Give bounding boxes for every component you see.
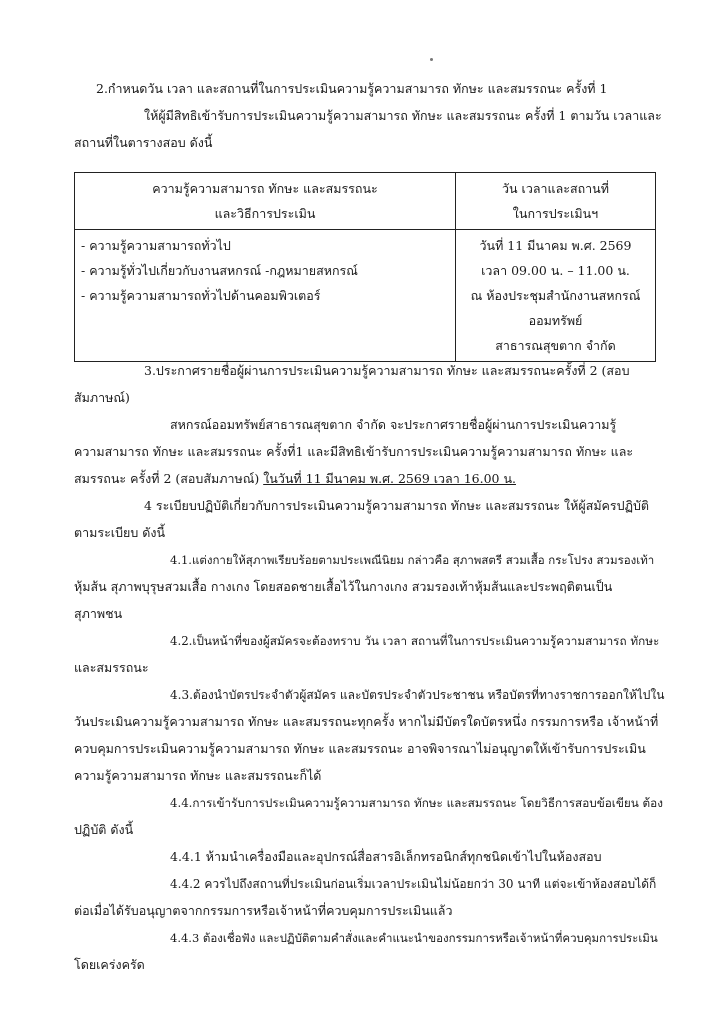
para-4-3-line-2: วันประเมินความรู้ความสามารถ ทักษะ และสมรรถนะทุกครั้ง หากไม่มีบัตรใดบัตรหนึ่ง กรรมการหรือ เจ้าหน้าที่: [74, 714, 659, 729]
schedule-details: [456, 230, 656, 362]
list-item: - ความรู้ทั่วไปเกี่ยวกับงานสหกรณ์ -กฎหมายสหกรณ์: [81, 263, 358, 278]
para-4-4-2-line-1: 4.4.2 ควรไปถึงสถานที่ประเมินก่อนเริ่มเวลาประเมินไม่น้อยกว่า 30 นาที แต่จะเข้าห้องสอบได้ก็: [170, 877, 657, 891]
section-2-body-line-2: สถานที่ในตารางสอบ ดังนี้: [74, 135, 213, 150]
scan-speck: [430, 58, 433, 61]
announce-date: ในวันที่ 11 มีนาคม พ.ศ. 2569 เวลา 16.00 น.: [263, 471, 516, 486]
section-2-body-line-1: ให้ผู้มีสิทธิเข้ารับการประเมินความรู้ความสามารถ ทักษะ และสมรรถนะ ครั้งที่ 1 ตามวัน เวลาและ: [144, 108, 662, 123]
para-4-2-line-2: และสมรรถนะ: [74, 660, 149, 675]
para-4-4-3-line-2: โดยเคร่งครัด: [74, 957, 145, 972]
table-header-row: [75, 173, 656, 230]
exam-date: วันที่ 11 มีนาคม พ.ศ. 2569: [479, 238, 632, 253]
section-3-body-line-3: [74, 470, 516, 488]
announce-prefix: สมรรถนะ ครั้งที่ 2 (สอบสัมภาษณ์): [74, 471, 264, 486]
header-competency-line-1: ความรู้ความสามารถ ทักษะ และสมรรถนะ: [152, 181, 378, 196]
header-schedule-line-1: วัน เวลาและสถานที่: [502, 181, 609, 196]
para-4-3-line-1: 4.3.ต้องนำบัตรประจำตัวผู้สมัคร และบัตรประจำตัวประชาชน หรือบัตรที่ทางราชการออกให้ไปใน: [170, 688, 665, 702]
section-4-heading-line-1: 4 ระเบียบปฏิบัติเกี่ยวกับการประเมินความรู้ความสามารถ ทักษะ และสมรรถนะ ให้ผู้สมัครปฏิบัติ: [144, 498, 650, 513]
section-3-heading-line-1: 3.ประกาศรายชื่อผู้ผ่านการประเมินความรู้ความสามารถ ทักษะ และสมรรถนะครั้งที่ 2 (สอบ: [144, 363, 630, 378]
section-3-heading-line-2: สัมภาษณ์): [74, 390, 130, 405]
para-4-4-2-line-2: ต่อเมื่อได้รับอนุญาตจากกรรมการหรือเจ้าหน้าที่ควบคุมการประเมินแล้ว: [74, 903, 453, 918]
section-3-body-line-2: ความสามารถ ทักษะ และสมรรถนะ ครั้งที่1 และมีสิทธิเข้ารับการประเมินความรู้ความสามารถ ทักษะ และ: [74, 444, 634, 459]
header-competency: [75, 173, 456, 230]
para-4-1-line-3: สุภาพชน: [74, 606, 123, 621]
schedule-table: [74, 172, 656, 362]
section-2-heading: 2.กำหนดวัน เวลา และสถานที่ในการประเมินความรู้ความสามารถ ทักษะ และสมรรถนะ ครั้งที่ 1: [96, 81, 608, 96]
section-3-body-line-1: สหกรณ์ออมทรัพย์สาธารณสุขตาก จำกัด จะประกาศรายชื่อผู้ผ่านการประเมินความรู้: [170, 417, 617, 432]
list-item: - ความรู้ความสามารถทั่วไป: [81, 238, 231, 253]
exam-venue: ณ ห้องประชุมสำนักงานสหกรณ์ออมทรัพย์: [470, 288, 641, 328]
para-4-2-line-1: 4.2.เป็นหน้าที่ของผู้สมัครจะต้องทราบ วัน เวลา สถานที่ในการประเมินความรู้ความสามารถ ทักษะ: [170, 634, 660, 648]
para-4-3-line-4: ความรู้ความสามารถ ทักษะ และสมรรถนะก็ได้: [74, 768, 322, 783]
para-4-3-line-3: ควบคุมการประเมินความรู้ความสามารถ ทักษะ และสมรรถนะ อาจพิจารณาไม่อนุญาตให้เข้ารับการประเมิน: [74, 741, 646, 756]
exam-venue-org: สาธารณสุขตาก จำกัด: [495, 338, 616, 353]
header-schedule: [456, 173, 656, 230]
para-4-1-line-2: หุ้มส้น สุภาพบุรุษสวมเสื้อ กางเกง โดยสอดชายเสื้อไว้ในกางเกง สวมรองเท้าหุ้มส้นและประพฤติตนเป็น: [74, 579, 613, 594]
para-4-4-line-2: ปฏิบัติ ดังนี้: [74, 822, 134, 837]
section-4-heading-line-2: ตามระเบียบ ดังนี้: [74, 525, 166, 540]
table-row: [75, 230, 656, 362]
header-competency-line-2: และวิธีการประเมิน: [214, 206, 316, 221]
competency-list: [75, 230, 456, 362]
exam-time: เวลา 09.00 น. – 11.00 น.: [481, 263, 630, 278]
para-4-4-3-line-1: 4.4.3 ต้องเชื่อฟัง และปฏิบัติตามคำสั่งและคำแนะนำของกรรมการหรือเจ้าหน้าที่ควบคุมการประเมิน: [170, 931, 658, 945]
header-schedule-line-2: ในการประเมินฯ: [512, 206, 599, 221]
para-4-4-line-1: 4.4.การเข้ารับการประเมินความรู้ความสามารถ ทักษะ และสมรรถนะ โดยวิธีการสอบข้อเขียน ต้อง: [170, 796, 663, 810]
list-item: - ความรู้ความสามารถทั่วไปด้านคอมพิวเตอร์: [81, 288, 321, 303]
para-4-4-1: 4.4.1 ห้ามนำเครื่องมือและอุปกรณ์สื่อสารอิเล็กทรอนิกส์ทุกชนิดเข้าไปในห้องสอบ: [170, 849, 602, 864]
para-4-1-line-1: 4.1.แต่งกายให้สุภาพเรียบร้อยตามประเพณีนิยม กล่าวคือ สุภาพสตรี สวมเสื้อ กระโปรง สวมรองเท้า: [170, 553, 655, 567]
